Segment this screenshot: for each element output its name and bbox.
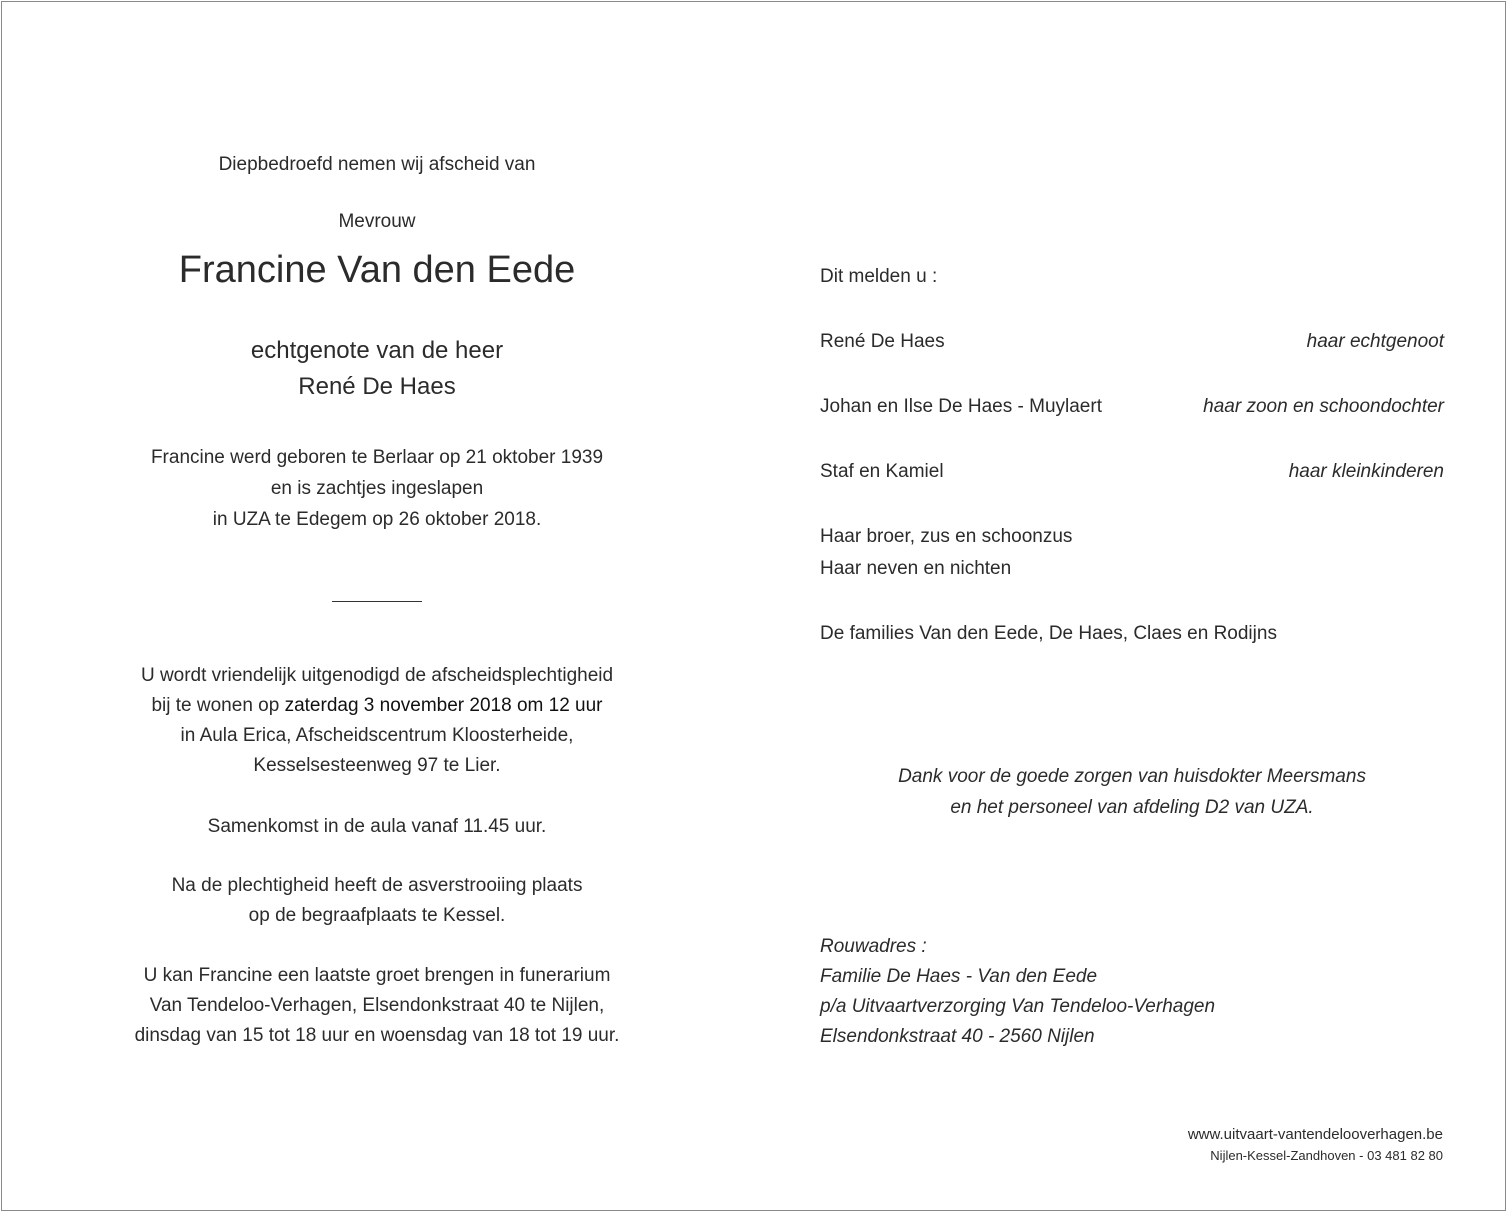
gathering-text: Samenkomst in de aula vanaf 11.45 uur. bbox=[207, 816, 547, 837]
address-label: Rouwadres : bbox=[820, 936, 927, 957]
deceased-name: Francine Van den Eede bbox=[178, 249, 576, 291]
family-member-name: René De Haes bbox=[820, 331, 945, 352]
family-member-name: Johan en Ilse De Haes - Muylaert bbox=[820, 396, 1102, 417]
invite-line-1: U wordt vriendelijk uitgenodigd de afscheidsplechtigheid bbox=[140, 665, 614, 686]
family-member-name: Staf en Kamiel bbox=[820, 461, 944, 482]
invite-line-4: Kesselsesteenweg 97 te Lier. bbox=[253, 755, 501, 776]
families-text: De families Van den Eede, De Haes, Claes en Rodijns bbox=[820, 623, 1277, 644]
intro-text: Diepbedroefd nemen wij afscheid van bbox=[218, 154, 536, 175]
right-column bbox=[820, 0, 1444, 1214]
visit-line-3: dinsdag van 15 tot 18 uur en woensdag van 18 tot 19 uur. bbox=[134, 1025, 620, 1046]
footer-locations-phone: Nijlen-Kessel-Zandhoven - 03 481 82 80 bbox=[1210, 1148, 1443, 1163]
birth-line-2: en is zachtjes ingeslapen bbox=[270, 478, 484, 499]
divider-line bbox=[332, 601, 422, 602]
footer-website: www.uitvaart-vantendelooverhagen.be bbox=[1187, 1126, 1443, 1143]
address-line-1: Familie De Haes - Van den Eede bbox=[820, 966, 1098, 987]
birth-line-1: Francine werd geboren te Berlaar op 21 oktober 1939 bbox=[150, 447, 604, 468]
invite-line-2 bbox=[92, 694, 662, 718]
cousins-text: Haar neven en nichten bbox=[820, 558, 1012, 579]
invite-line-3: in Aula Erica, Afscheidscentrum Kloosterheide, bbox=[180, 725, 574, 746]
spouse-line-1: echtgenote van de heer bbox=[250, 337, 504, 364]
ash-line-2: op de begraafplaats te Kessel. bbox=[248, 905, 506, 926]
left-column bbox=[92, 0, 662, 1214]
salutation: Mevrouw bbox=[338, 211, 416, 232]
family-row bbox=[820, 395, 1444, 419]
address-line-2: p/a Uitvaartverzorging Van Tendeloo-Verhagen bbox=[820, 996, 1216, 1017]
ceremony-date: zaterdag 3 november 2018 om 12 uur bbox=[284, 695, 603, 716]
visit-line-1: U kan Francine een laatste groet brengen in funerarium bbox=[143, 965, 611, 986]
siblings-text: Haar broer, zus en schoonzus bbox=[820, 526, 1073, 547]
family-row bbox=[820, 460, 1444, 484]
visit-line-2: Van Tendeloo-Verhagen, Elsendonkstraat 40 te Nijlen, bbox=[149, 995, 605, 1016]
ash-line-1: Na de plechtigheid heeft de asverstrooiing plaats bbox=[171, 875, 583, 896]
announce-text: Dit melden u : bbox=[820, 266, 938, 287]
birth-line-3: in UZA te Edegem op 26 oktober 2018. bbox=[212, 509, 542, 530]
thanks-line-2: en het personeel van afdeling D2 van UZA. bbox=[950, 797, 1314, 818]
thanks-line-1: Dank voor de goede zorgen van huisdokter Meersmans bbox=[898, 766, 1366, 787]
spouse-name: René De Haes bbox=[298, 373, 456, 400]
family-relation: haar kleinkinderen bbox=[1288, 461, 1444, 482]
family-relation: haar echtgenoot bbox=[1306, 331, 1444, 352]
family-relation: haar zoon en schoondochter bbox=[1203, 396, 1444, 417]
family-row bbox=[820, 330, 1444, 354]
invite-prefix: bij te wonen op bbox=[151, 695, 285, 716]
address-line-3: Elsendonkstraat 40 - 2560 Nijlen bbox=[820, 1026, 1095, 1047]
